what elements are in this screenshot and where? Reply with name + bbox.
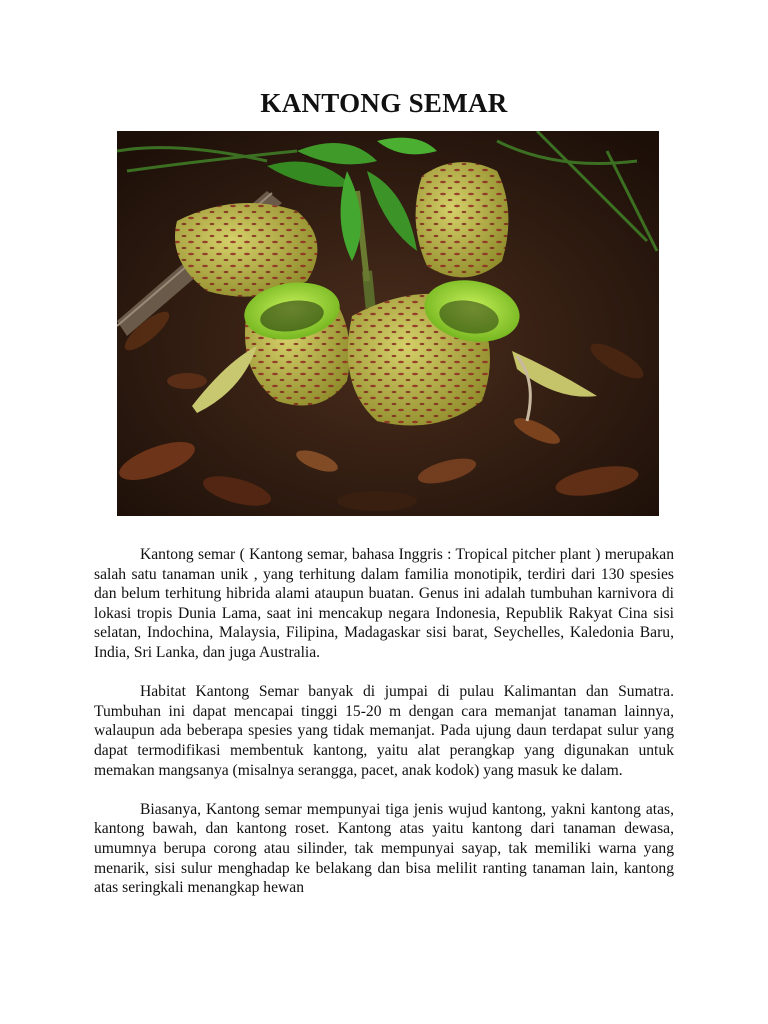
paragraph-3: Biasanya, Kantong semar mempunyai tiga jenis wujud kantong, yakni kantong atas, kantong bawah, dan kantong roset. Kantong atas yaitu kantong dari tanaman dewasa, umumnya berupa corong atau silinder, tak mempunyai sayap, tak memiliki warna yang menarik, sisi sulur menghadap ke belakang dan bisa melilit ranting tanaman lain, kantong atas seringkali menangkap hewan bbox=[94, 800, 674, 897]
paragraph-1: Kantong semar ( Kantong semar, bahasa Inggris : Tropical pitcher plant ) merupakan salah satu tanaman unik , yang terhitung dalam familia monotipik, terdiri dari 130 spesies dan belum terhitung hibrida alami ataupun buatan. Genus ini adalah tumbuhan karnivora di lokasi tropis Dunia Lama, saat ini mencakup negara Indonesia, Republik Rakyat Cina sisi selatan, Indochina, Malaysia, Filipina, Madagaskar sisi barat, Seychelles, Kaledonia Baru, India, Sri Lanka, dan juga Australia. bbox=[94, 546, 674, 661]
document-title: KANTONG SEMAR bbox=[260, 88, 508, 118]
article-body bbox=[94, 545, 674, 917]
pitcher-plant-photo bbox=[117, 131, 659, 516]
paragraph-2: Habitat Kantong Semar banyak di jumpai di pulau Kalimantan dan Sumatra. Tumbuhan ini dapat mencapai tinggi 15-20 m dengan cara memanjat tanaman lainnya, walaupun ada beberapa spesies yang tidak memanjat. Pada ujung daun terdapat sulur yang dapat termodifikasi membentuk kantong, yaitu alat perangkap yang digunakan untuk memakan mangsanya (misalnya serangga, pacet, anak kodok) yang masuk ke dalam. bbox=[94, 683, 674, 779]
